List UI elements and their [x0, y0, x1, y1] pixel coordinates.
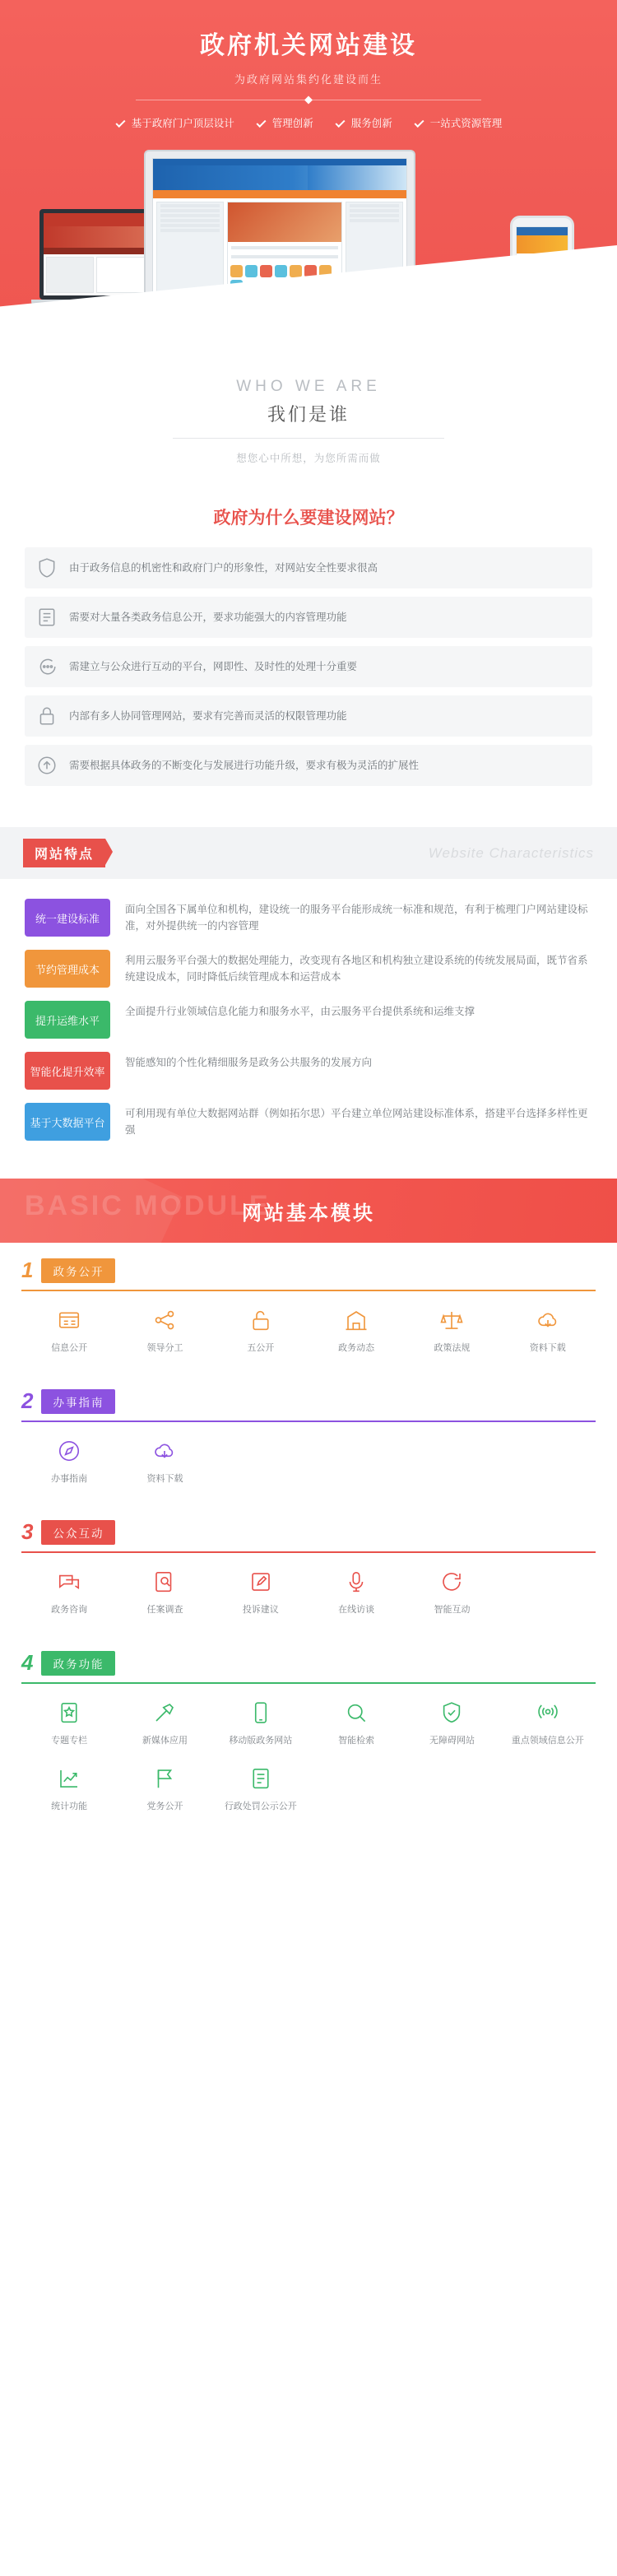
module-item[interactable]	[308, 1566, 404, 1616]
scales-icon	[404, 1304, 499, 1336]
hammer-icon	[117, 1697, 212, 1728]
characteristic-row	[0, 1103, 617, 1141]
module-item-label: 资料下载	[529, 1343, 566, 1353]
hero-feature-label: 一站式资源管理	[429, 118, 503, 129]
hero-feature-item	[115, 115, 234, 130]
modules-banner	[0, 1179, 617, 1243]
module-block-service-guide	[0, 1374, 617, 1504]
arrow-up-icon	[36, 755, 58, 776]
hero-section	[0, 0, 617, 343]
module-divider	[21, 1682, 596, 1684]
module-item[interactable]	[500, 1304, 596, 1354]
module-item[interactable]	[21, 1435, 117, 1485]
characteristic-row	[0, 1001, 617, 1039]
hero-feature-item	[256, 115, 313, 130]
refresh-icon	[404, 1566, 499, 1597]
hero-title: 政府机关网站建设	[200, 32, 417, 59]
module-item-label: 统计功能	[51, 1802, 88, 1811]
module-item[interactable]	[21, 1763, 117, 1812]
cloud-download-icon	[117, 1435, 212, 1467]
module-item-label: 行政处罚公示公开	[224, 1802, 297, 1811]
module-item-label: 五公开	[247, 1343, 275, 1353]
search-doc-icon	[117, 1566, 212, 1597]
module-item-label: 移动版政务网站	[229, 1736, 293, 1746]
document-icon	[36, 607, 58, 628]
module-item[interactable]	[117, 1763, 212, 1812]
why-section	[0, 496, 617, 822]
module-name: 政务公开	[41, 1258, 115, 1283]
compass-icon	[21, 1435, 117, 1467]
search-icon	[308, 1697, 404, 1728]
check-icon	[256, 117, 267, 128]
why-item	[25, 597, 592, 638]
hero-feature-label: 基于政府门户顶层设计	[131, 118, 234, 129]
check-icon	[335, 117, 346, 128]
who-we-are-section	[0, 343, 617, 496]
building-icon	[308, 1304, 404, 1336]
why-item-text: 需要对大量各类政务信息公开，要求功能强大的内容管理功能	[69, 611, 347, 623]
module-header	[21, 1650, 596, 1676]
module-item-label: 新媒体应用	[141, 1736, 188, 1746]
characteristic-badge: 统一建设标准	[25, 899, 110, 937]
module-item[interactable]	[117, 1566, 212, 1616]
module-item[interactable]	[404, 1304, 499, 1354]
module-icon-grid	[21, 1304, 596, 1370]
list-doc-icon	[213, 1763, 308, 1794]
characteristics-tag: 网站特点	[23, 839, 105, 867]
modules-banner-title: 网站基本模块	[242, 1202, 375, 1225]
module-item[interactable]	[404, 1697, 499, 1746]
cloud-download-icon	[500, 1304, 596, 1336]
module-item-label: 任案调查	[146, 1605, 183, 1615]
characteristics-en-title: Website Characteristics	[428, 844, 594, 861]
module-item-label: 智能检索	[338, 1736, 375, 1746]
characteristic-row	[0, 1052, 617, 1090]
module-item[interactable]	[213, 1304, 308, 1354]
module-item-label: 在线访谈	[338, 1605, 375, 1615]
hero-feature-list	[0, 115, 617, 130]
why-item-text: 由于政务信息的机密性和政府门户的形象性，对网站安全性要求很高	[69, 561, 378, 574]
lock-icon	[36, 705, 58, 727]
module-item[interactable]	[404, 1566, 499, 1616]
module-item-label: 政务咨询	[51, 1605, 88, 1615]
module-icon-grid	[21, 1435, 596, 1501]
module-item[interactable]	[21, 1566, 117, 1616]
chat-icon	[36, 656, 58, 677]
module-item-label: 重点领域信息公开	[511, 1736, 584, 1746]
mobile-icon	[213, 1697, 308, 1728]
module-name: 政务功能	[41, 1651, 115, 1676]
shield-check-icon	[404, 1697, 499, 1728]
characteristic-desc: 智能感知的个性化精细服务是政务公共服务的发展方向	[125, 1057, 373, 1068]
module-item[interactable]	[213, 1697, 308, 1746]
module-header	[21, 1258, 596, 1283]
module-name: 公众互动	[41, 1520, 115, 1545]
chart-line-icon	[21, 1763, 117, 1794]
module-header	[21, 1388, 596, 1414]
broadcast-icon	[500, 1697, 596, 1728]
characteristic-desc: 面向全国各下属单位和机构，建设统一的服务平台能形成统一标准和规范，有利于梳理门户网站建设标准，对外提供统一的内容管理	[125, 904, 588, 932]
who-description: 想您心中所想，为您所需而做	[236, 453, 381, 464]
module-block-government-disclosure	[0, 1243, 617, 1374]
check-icon	[115, 117, 127, 128]
module-icon-grid	[21, 1697, 596, 1829]
module-divider	[21, 1421, 596, 1422]
unlock-icon	[213, 1304, 308, 1336]
shield-icon	[36, 557, 58, 579]
characteristic-row	[0, 899, 617, 937]
module-item[interactable]	[117, 1304, 212, 1354]
module-icon-grid	[21, 1566, 596, 1632]
module-item-label: 办事指南	[51, 1474, 88, 1484]
why-item-text: 需要根据具体政务的不断变化与发展进行功能升级，要求有极为灵活的扩展性	[69, 759, 420, 771]
characteristics-section	[0, 822, 617, 1179]
why-item-text: 内部有多人协同管理网站，要求有完善而灵活的权限管理功能	[69, 709, 347, 722]
module-divider	[21, 1290, 596, 1291]
module-item-label: 专题专栏	[51, 1736, 88, 1746]
module-item-label: 领导分工	[146, 1343, 183, 1353]
module-item[interactable]	[308, 1697, 404, 1746]
module-item[interactable]	[117, 1697, 212, 1746]
characteristic-desc: 全面提升行业领域信息化能力和服务水平，由云服务平台提供系统和运维支撑	[125, 1006, 476, 1017]
star-doc-icon	[21, 1697, 117, 1728]
hero-feature-item	[414, 115, 503, 130]
why-item	[25, 745, 592, 786]
who-cn-title: 我们是谁	[267, 404, 350, 425]
who-en-title: WHO WE ARE	[236, 378, 381, 395]
microphone-icon	[308, 1566, 404, 1597]
module-item-label: 智能互动	[434, 1605, 471, 1615]
module-name: 办事指南	[41, 1389, 115, 1414]
module-item-label: 投诉建议	[242, 1605, 279, 1615]
module-item-label: 党务公开	[146, 1802, 183, 1811]
module-number: 4	[21, 1650, 34, 1675]
modules-ghost-text: BASIC MODULE	[25, 1190, 271, 1221]
module-item[interactable]	[213, 1566, 308, 1616]
module-item[interactable]	[21, 1304, 117, 1354]
module-divider	[21, 1551, 596, 1553]
module-item[interactable]	[500, 1697, 596, 1746]
why-item-text: 需建立与公众进行互动的平台，网即性、及时性的处理十分重要	[69, 660, 358, 672]
module-number: 1	[21, 1258, 34, 1282]
module-item[interactable]	[213, 1763, 308, 1812]
characteristic-desc: 可利用现有单位大数据网站群（例如拓尔思）平台建立单位网站建设标准体系，搭建平台选择多样性更强	[125, 1108, 588, 1136]
share-icon	[117, 1304, 212, 1336]
module-number: 2	[21, 1388, 34, 1413]
hero-subtitle: 为政府网站集约化建设而生	[234, 73, 383, 86]
module-header	[21, 1519, 596, 1545]
characteristic-badge: 智能化提升效率	[25, 1052, 110, 1090]
why-item	[25, 695, 592, 737]
module-item[interactable]	[308, 1304, 404, 1354]
flag-icon	[117, 1763, 212, 1794]
pencil-square-icon	[213, 1566, 308, 1597]
hero-feature-label: 管理创新	[271, 118, 313, 129]
characteristic-row	[0, 950, 617, 988]
why-item	[25, 547, 592, 588]
module-item-label: 信息公开	[51, 1343, 88, 1353]
why-title: 政府为什么要建设网站？	[213, 509, 404, 528]
characteristic-badge: 提升运维水平	[25, 1001, 110, 1039]
module-item-label: 资料下载	[146, 1474, 183, 1484]
comments-icon	[21, 1566, 117, 1597]
hero-feature-label: 服务创新	[350, 118, 392, 129]
hero-feature-item	[335, 115, 392, 130]
module-item-label: 政策法规	[434, 1343, 471, 1353]
module-block-government-functions	[0, 1635, 617, 1832]
module-item-label: 政务动态	[338, 1343, 375, 1353]
characteristic-desc: 利用云服务平台强大的数据处理能力，改变现有各地区和机构独立建设系统的传统发展局面，既节省系统建设成本，同时降低后续管理成本和运营成本	[125, 955, 588, 983]
module-number: 3	[21, 1519, 34, 1544]
module-item-label: 无障碍网站	[429, 1736, 475, 1746]
characteristic-badge: 基于大数据平台	[25, 1103, 110, 1141]
newspaper-icon	[21, 1304, 117, 1336]
module-item[interactable]	[117, 1435, 212, 1485]
check-icon	[414, 117, 425, 128]
module-item[interactable]	[21, 1697, 117, 1746]
characteristic-badge: 节约管理成本	[25, 950, 110, 988]
module-block-public-interaction	[0, 1504, 617, 1635]
who-divider	[173, 438, 444, 439]
characteristics-header	[0, 827, 617, 879]
why-item	[25, 646, 592, 687]
